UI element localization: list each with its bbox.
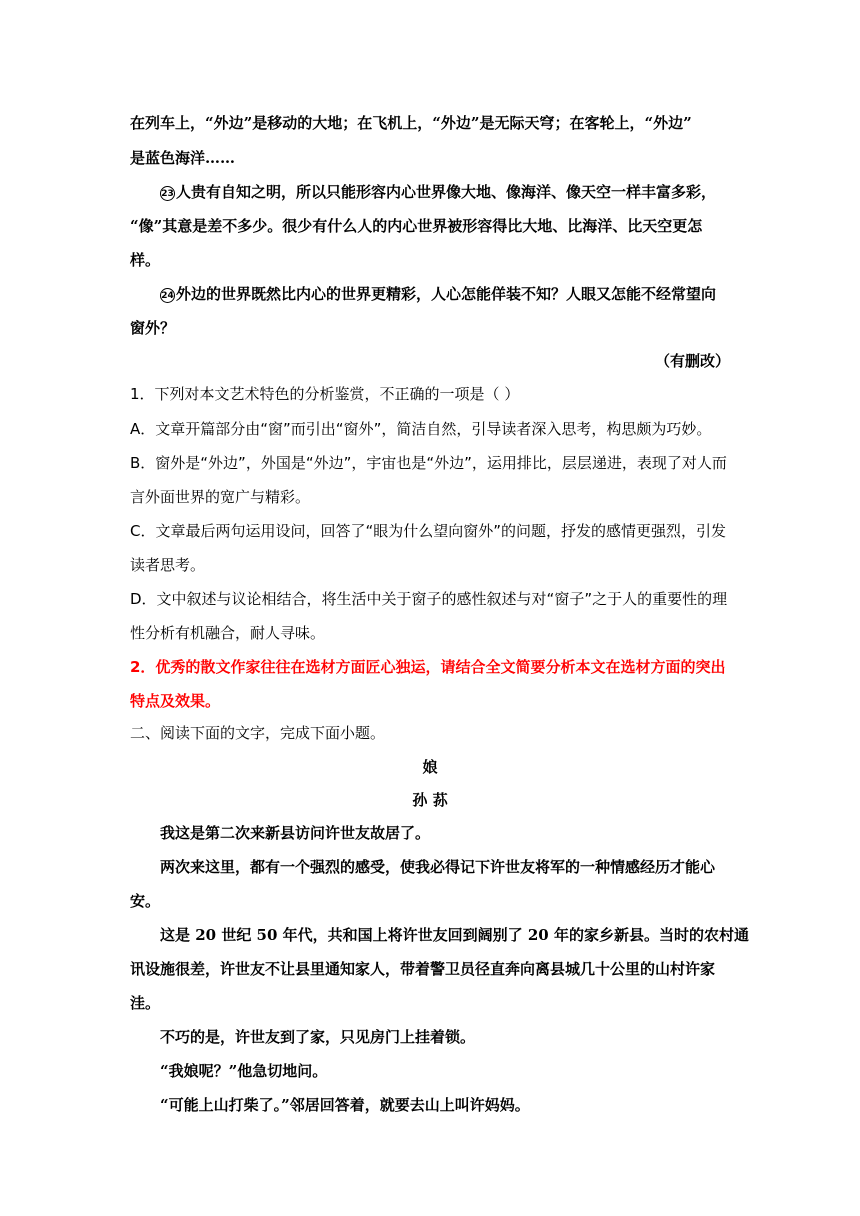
option-d: D．文中叙述与议论相结合，将生活中关于窗子的感性叙述与对“窗子”之于人的重要性的理 xyxy=(130,590,728,608)
story-title: 娘 xyxy=(422,758,438,776)
option-b: B．窗外是“外边”，外国是“外边”，宇宙也是“外边”，运用排比，层层递进，表现了对人而 xyxy=(130,454,727,472)
story-line: 洼。 xyxy=(130,994,161,1012)
paragraph-number-24: 24 xyxy=(160,288,175,303)
story-line: 这是 20 世纪 50 年代，共和国上将许世友回到阔别了 20 年的家乡新县。当时的农村通 xyxy=(160,926,749,944)
passage-line: 窗外？ xyxy=(130,319,176,337)
story-line: 我这是第二次来新县访问许世友故居了。 xyxy=(160,824,431,842)
question-2-cont: 特点及效果。 xyxy=(130,692,221,710)
story-line: 讯设施很差，许世友不让县里通知家人，带着警卫员径直奔向离县城几十公里的山村许家 xyxy=(130,960,716,978)
passage-line: 外边的世界既然比内心的世界更精彩，人心怎能佯装不知？人眼又怎能不经常望向 xyxy=(176,285,717,303)
option-c: C．文章最后两句运用设问，回答了“眼为什么望向窗外”的问题，抒发的感情更强烈，引发 xyxy=(130,522,727,540)
passage-line: 是蓝色海洋…… xyxy=(130,149,236,167)
passage-line: “像”其意是差不多少。很少有什么人的内心世界被形容得比大地、比海洋、比天空更怎 xyxy=(130,217,703,235)
story-line: “我娘呢？”他急切地问。 xyxy=(160,1062,328,1080)
story-line: “可能上山打柴了。”邻居回答着，就要去山上叫许妈妈。 xyxy=(160,1096,530,1114)
passage-line: 在列车上，“外边”是移动的大地；在飞机上，“外边”是无际天穹；在客轮上，“外边” xyxy=(130,114,692,132)
story-line: 安。 xyxy=(130,892,161,910)
story-line: 两次来这里，都有一个强烈的感受，使我必得记下许世友将军的一种情感经历才能心 xyxy=(160,858,716,876)
question-2: 2．优秀的散文作家往往在选材方面匠心独运，请结合全文简要分析本文在选材方面的突出 xyxy=(130,658,726,676)
section-heading: 二、阅读下面的文字，完成下面小题。 xyxy=(130,724,386,742)
story-author: 孙 荪 xyxy=(412,791,448,809)
story-line: 不巧的是，许世友到了家，只见房门上挂着锁。 xyxy=(160,1028,476,1046)
option-c-cont: 读者思考。 xyxy=(130,556,206,574)
edit-note: （有删改） xyxy=(654,352,730,370)
option-d-cont: 性分析有机融合，耐人寻味。 xyxy=(130,624,326,642)
passage-line: 人贵有自知之明，所以只能形容内心世界像大地、像海洋、像天空一样丰富多彩， xyxy=(176,183,717,201)
paragraph-number-23: 23 xyxy=(160,186,175,201)
paragraph-23 xyxy=(160,181,716,202)
option-b-cont: 言外面世界的宽广与精彩。 xyxy=(130,488,311,506)
question-1: 1．下列对本文艺术特色的分析鉴赏，不正确的一项是（ ） xyxy=(130,385,520,403)
option-a: A．文章开篇部分由“窗”而引出“窗外”，简洁自然，引导读者深入思考，构思颇为巧妙。 xyxy=(130,420,712,438)
paragraph-24 xyxy=(160,283,716,304)
passage-line: 样。 xyxy=(130,251,161,269)
